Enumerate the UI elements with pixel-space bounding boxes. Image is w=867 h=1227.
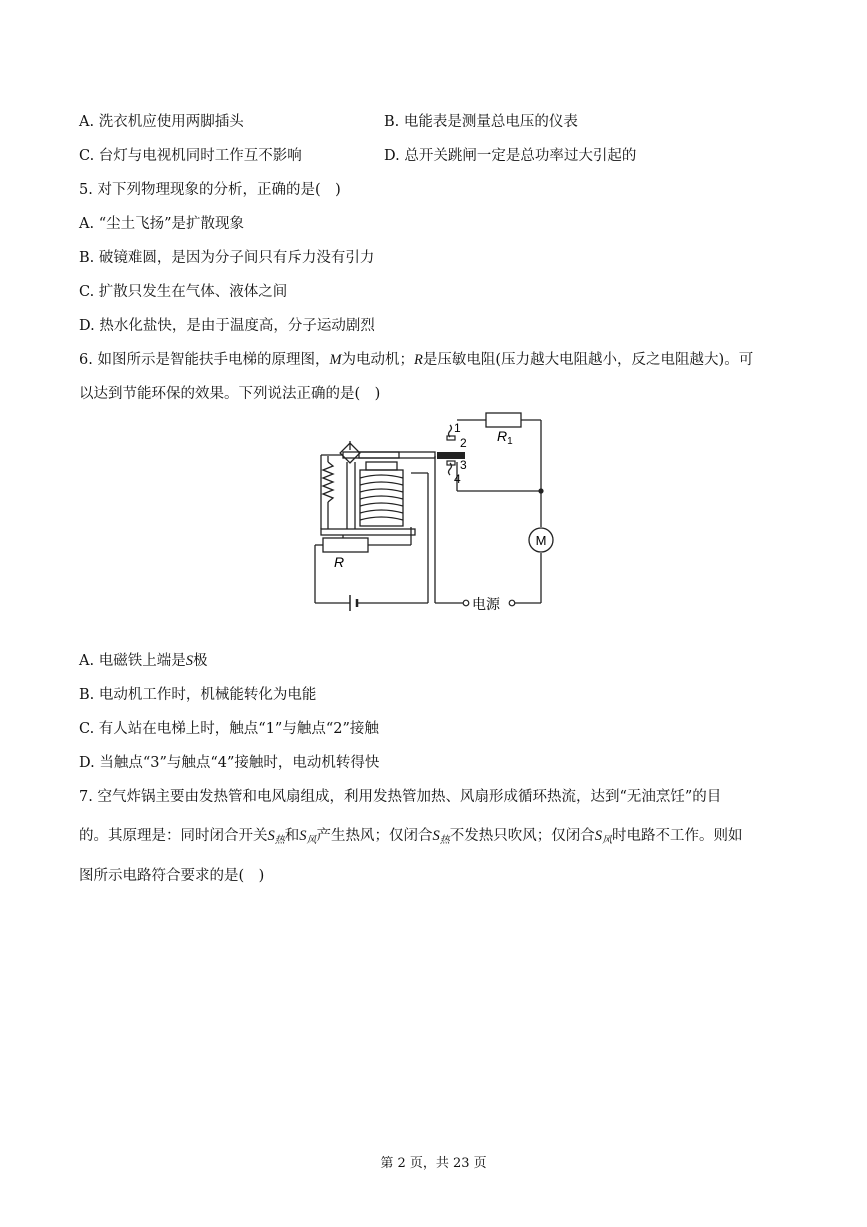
- contact-1-label: 1: [454, 421, 461, 435]
- r-label: R: [334, 554, 345, 570]
- q6-stem-text: 为电动机；: [341, 352, 415, 368]
- r1-resistor: [486, 413, 521, 427]
- power-terminal-right: [509, 600, 515, 606]
- q6-option-a: [79, 651, 207, 671]
- q7-text: 不发热只吹风；仅闭合: [449, 828, 595, 844]
- resistor-symbol: R: [414, 352, 423, 368]
- power-source-label: 电源: [472, 596, 500, 612]
- q4-option-b: B. 电能表是测量总电压的仪表: [384, 114, 578, 130]
- south-pole-symbol: S: [185, 653, 193, 669]
- power-terminal-left: [463, 600, 469, 606]
- pressure-sensitive-resistor: [323, 538, 368, 552]
- q6-option-d: D. 当触点“3”与触点“4”接触时，电动机转得快: [79, 755, 380, 771]
- q6-stem-line2: 以达到节能环保的效果。下列说法正确的是( ): [79, 386, 381, 402]
- q4-option-d: D. 总开关跳闸一定是总功率过大引起的: [384, 148, 637, 164]
- q7-text: 的。其原理是：同时闭合开关: [79, 828, 268, 844]
- q7-stem-line2: [79, 826, 743, 851]
- switch-heat-subscript: 热: [274, 835, 285, 846]
- switch-heat-subscript: 热: [439, 835, 450, 846]
- q5-stem: 5. 对下列物理现象的分析，正确的是( ): [79, 182, 341, 198]
- q6-stem-text: 6. 如图所示是智能扶手电梯的原理图，: [79, 352, 330, 368]
- q5-option-d: D. 热水化盐快，是由于温度高，分子运动剧烈: [79, 318, 375, 334]
- contact-4-label: 4: [454, 472, 461, 486]
- q4-option-c: C. 台灯与电视机同时工作互不影响: [79, 148, 302, 164]
- q6-option-a-text: A. 电磁铁上端是: [79, 653, 186, 669]
- q6-option-b: B. 电动机工作时，机械能转化为电能: [79, 687, 317, 703]
- q7-stem-line3: 图所示电路符合要求的是( ): [79, 868, 265, 884]
- q6-option-a-text: 极: [192, 653, 208, 669]
- junction-dot: [538, 488, 543, 493]
- motor-symbol: M: [329, 352, 342, 368]
- q4-option-a: A. 洗衣机应使用两脚插头: [79, 114, 244, 130]
- q6-stem-line1: [79, 350, 753, 370]
- switch-symbol: S: [299, 828, 307, 844]
- q5-option-a: A. “尘土飞扬”是扩散现象: [79, 216, 245, 232]
- page-footer: 第 2 页，共 23 页: [380, 1156, 487, 1171]
- switch-symbol: S: [432, 828, 440, 844]
- contact-3-label: 3: [460, 458, 467, 472]
- contact-2-label: 2: [460, 436, 467, 450]
- switch-fan-subscript: 风: [602, 835, 612, 846]
- elevator-circuit-diagram: [300, 404, 560, 620]
- motor-label: M: [535, 533, 547, 548]
- r1-label: $R_1$: [497, 428, 513, 447]
- q7-text: 时电路不工作。则如: [612, 828, 743, 844]
- q7-text: 产生热风；仅闭合: [316, 828, 433, 844]
- switch-fan-subscript: 风: [306, 835, 317, 846]
- switch-symbol: S: [594, 828, 602, 844]
- q5-option-b: B. 破镜难圆，是因为分子间只有斥力没有引力: [79, 250, 375, 266]
- switch-symbol: S: [267, 828, 275, 844]
- q6-stem-text: 是压敏电阻(压力越大电阻越小，反之电阻越大)。可: [422, 352, 754, 368]
- q7-text: 和: [284, 828, 300, 844]
- q7-stem-line1: 7. 空气炸锅主要由发热管和电风扇组成，利用发热管加热、风扇形成循环热流，达到“无油烹饪”的目: [79, 789, 722, 805]
- q6-option-c: C. 有人站在电梯上时，触点“1”与触点“2”接触: [79, 721, 379, 737]
- q5-option-c: C. 扩散只发生在气体、液体之间: [79, 284, 288, 300]
